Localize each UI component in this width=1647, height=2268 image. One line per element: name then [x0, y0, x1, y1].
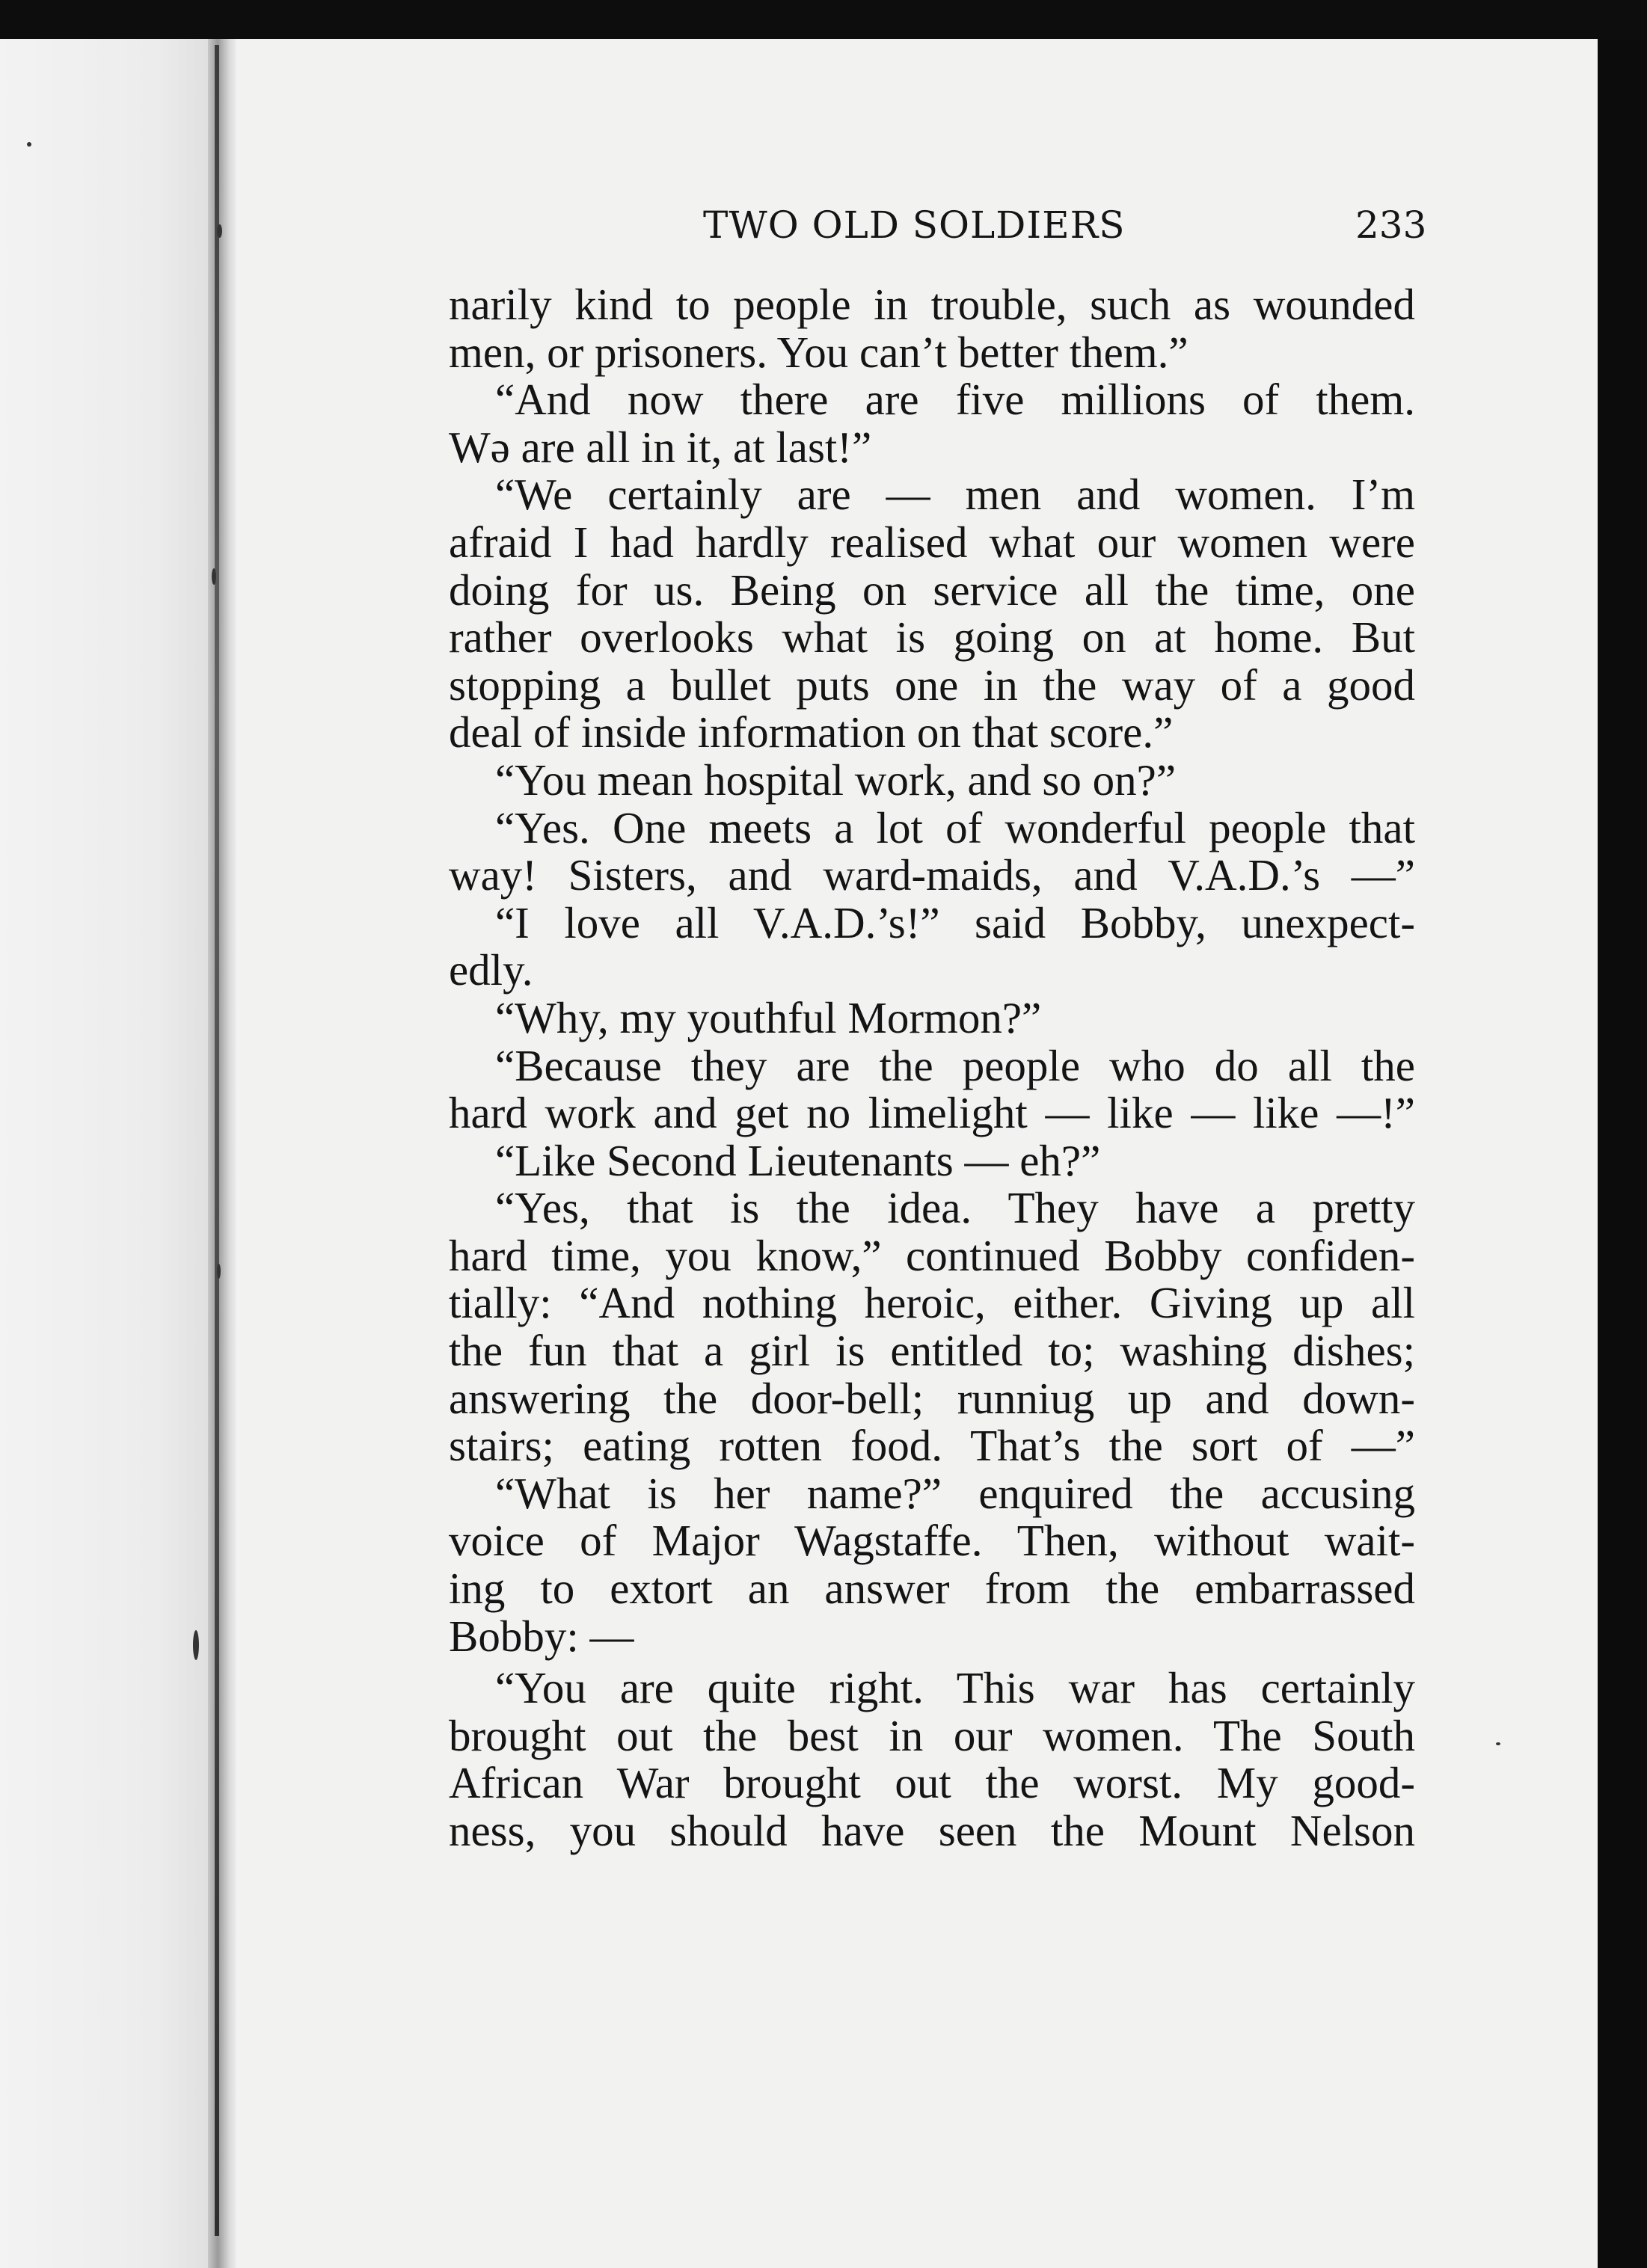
text-line: Wə are all in it, at last!”: [449, 422, 872, 472]
text-line: answering the door-bell; runniug up and down-: [449, 1373, 1415, 1423]
text-line: “What is her name?” enquired the accusing: [495, 1468, 1415, 1518]
text-line: “And now there are five millions of them.: [495, 375, 1415, 425]
scan-speck: [27, 142, 31, 147]
text-line: ing to extort an answer from the embarrassed: [449, 1564, 1415, 1614]
text-line: ness, you should have seen the Mount Nelson: [449, 1806, 1415, 1855]
text-line: “You mean hospital work, and so on?”: [495, 755, 1177, 805]
text-line: voice of Major Wagstaffe. Then, without wait-: [449, 1516, 1415, 1566]
text-line: “Yes, that is the idea. They have a pretty: [495, 1183, 1415, 1233]
facing-page-edge: [0, 39, 224, 2268]
text-line: hard work and get no limelight — like — like —!”: [449, 1088, 1415, 1138]
text-line: doing for us. Being on service all the time, one: [449, 565, 1415, 615]
text-line: “I love all V.A.D.’s!” said Bobby, unexpect-: [495, 897, 1415, 947]
text-line: edly.: [449, 945, 533, 995]
gutter-shadow: [215, 45, 219, 2236]
text-line: stopping a bullet puts one in the way of a good: [449, 660, 1415, 710]
scan-speck: [193, 1630, 199, 1660]
text-line: deal of inside information on that score.”: [449, 707, 1174, 757]
text-line: hard time, you know,” continued Bobby confiden-: [449, 1230, 1415, 1280]
page-number: 233: [1355, 203, 1427, 247]
scan-speck: [217, 1264, 221, 1279]
text-line: “Because they are the people who do all the: [495, 1040, 1415, 1090]
text-line: “Yes. One meets a lot of wonderful people that: [495, 802, 1415, 852]
text-line: narily kind to people in trouble, such as wounded: [449, 280, 1415, 329]
text-line: “Why, my youthful Mormon?”: [495, 992, 1042, 1042]
scan-speck: [1496, 1742, 1500, 1745]
text-line: African War brought out the worst. My good-: [449, 1758, 1415, 1808]
text-line: stairs; eating rotten food. That’s the sort of —”: [449, 1421, 1415, 1471]
scan-right-border: [1598, 39, 1647, 2268]
page-body-text: [449, 281, 1415, 1855]
text-line: “You are quite right. This war has certainly: [495, 1663, 1415, 1713]
text-line: “We certainly are — men and women. I’m: [495, 470, 1415, 520]
text-line: rather overlooks what is going on at home. But: [449, 612, 1415, 663]
scan-speck: [212, 568, 216, 585]
scan-speck: [217, 224, 222, 238]
running-header: TWO OLD SOLDIERS: [703, 203, 1126, 247]
text-line: “Like Second Lieutenants — eh?”: [495, 1135, 1101, 1185]
text-line: tially: “And nothing heroic, either. Giving up all: [449, 1278, 1415, 1328]
text-line: afraid I had hardly realised what our women were: [449, 517, 1415, 567]
scan-top-border: [0, 0, 1647, 39]
book-gutter: [208, 39, 236, 2268]
text-line: way! Sisters, and ward-maids, and V.A.D.’s —”: [449, 850, 1415, 900]
text-line: men, or prisoners. You can’t better them.”: [449, 327, 1189, 377]
text-line: Bobby: —: [449, 1611, 634, 1661]
text-line: the fun that a girl is entitled to; washing dishes;: [449, 1326, 1415, 1376]
text-line: brought out the best in our women. The South: [449, 1710, 1415, 1760]
